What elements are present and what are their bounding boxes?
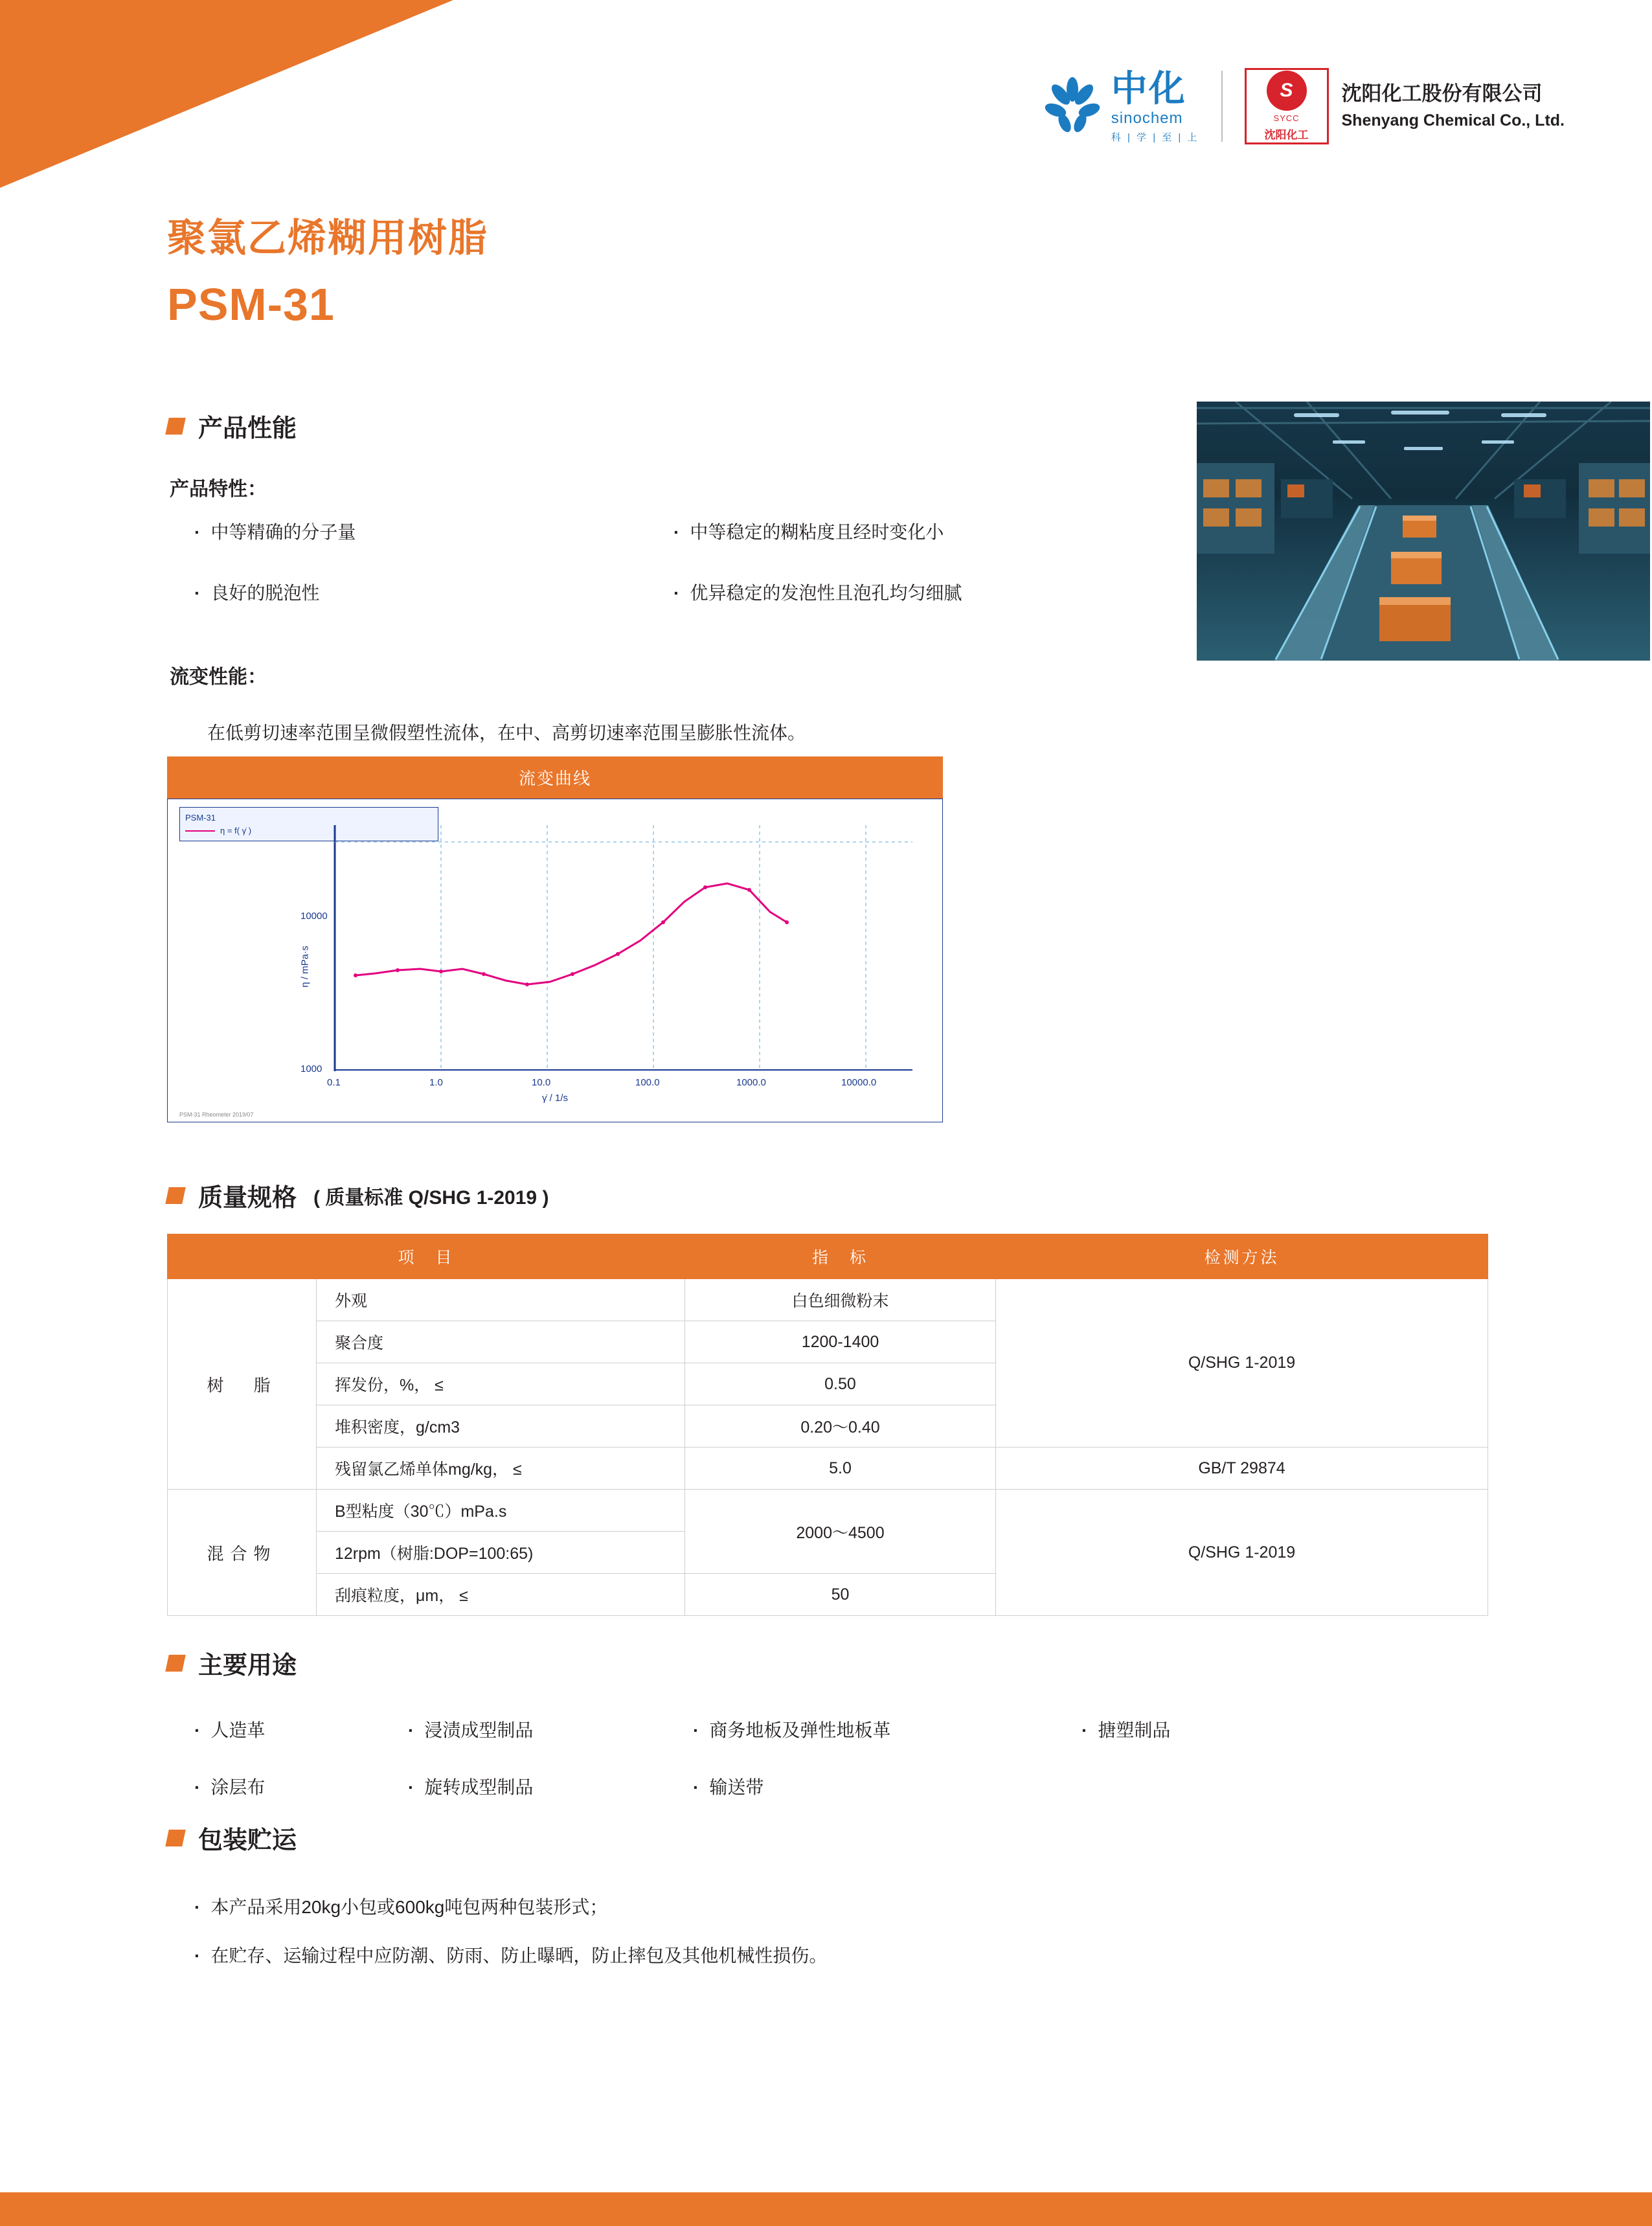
section-uses [167,1645,297,1681]
chart-x-tick: 1.0 [429,1077,443,1088]
feature-list [194,518,1133,605]
sycc-company-cn: 沈阳化工股份有限公司 [1341,82,1543,106]
chart-legend-swatch [185,830,215,832]
rheology-text: 在低剪切速率范围呈微假塑性流体，在中、高剪切速率范围呈膨胀性流体。 [207,723,806,743]
table-header-item: 项 目 [168,1234,685,1279]
sycc-company-names [1342,80,1565,132]
table-cell-value: 白色细微粉末 [685,1279,996,1321]
chart-legend-name: PSM-31 [185,813,216,823]
factory-photo [1197,402,1650,661]
table-header-row [168,1234,1488,1279]
rheology-chart [167,756,943,1122]
chart-x-tick: 10000.0 [841,1077,877,1088]
table-cell-item: 聚合度 [317,1321,685,1363]
table-group-mixture: 混合物 [168,1490,317,1616]
quality-table [167,1234,1488,1616]
section-product-performance [167,408,297,444]
section-product-performance-label: 产品性能 [198,415,297,442]
chart-body [167,799,943,1122]
table-cell-method: Q/SHG 1-2019 [996,1279,1488,1448]
section-packaging-label: 包装贮运 [198,1827,297,1854]
table-cell-item: 外观 [317,1279,685,1321]
use-item: · 旋转成型制品 [408,1773,693,1799]
feature-item: · 中等稳定的糊粘度且经时变化小 [673,518,1153,544]
sycc-abbr: SYCC [1273,113,1300,123]
table-header-method: 检测方法 [996,1234,1488,1279]
feature-item: · 中等精确的分子量 [194,518,673,544]
table-cell-value: 2000～4500 [685,1490,996,1574]
chart-footnote: PSM-31 Rheometer 2019/07 [179,1111,254,1118]
chart-x-tick: 0.1 [327,1077,341,1088]
chart-legend-series: η = f( γ̇ ) [220,825,252,835]
section-quality-note: ( 质量标准 Q/SHG 1-2019 ) [313,1187,549,1209]
packaging-item: · 在贮存、运输过程中应防潮、防雨、防止曝晒，防止摔包及其他机械性损伤。 [194,1946,827,1966]
use-item: · 商务地板及弹性地板革 [693,1716,1081,1742]
use-item: · 输送带 [693,1773,1081,1799]
chart-x-axis-label: γ̇ / 1/s [541,1093,568,1104]
table-cell-value: 0.20～0.40 [685,1405,996,1448]
chart-y-tick: 10000 [300,911,328,922]
product-code: PSM-31 [167,279,335,330]
feature-item: · 优异稳定的发泡性且泡孔均匀细腻 [673,579,1153,605]
chart-y-axis-label: η / mPa·s [299,946,311,988]
sinochem-logo [1043,67,1199,143]
table-group-resin: 树 脂 [168,1279,317,1490]
table-cell-item: 12rpm（树脂:DOP=100:65) [317,1532,685,1574]
uses-list [194,1716,1489,1799]
bullet-square-icon [165,418,186,435]
table-cell-item: 堆积密度，g/cm3 [317,1405,685,1448]
feature-item: · 良好的脱泡性 [194,579,673,605]
table-cell-method: GB/T 29874 [996,1448,1488,1490]
section-packaging [167,1820,297,1856]
packaging-item: · 本产品采用20kg小包或600kg吨包两种包装形式； [194,1898,827,1918]
packaging-list [194,1898,827,1995]
sycc-letter: S [1267,71,1307,111]
sycc-company-en: Shenyang Chemical Co., Ltd. [1341,111,1565,130]
table-row [168,1490,1488,1532]
use-item: · 涂层布 [194,1773,408,1799]
table-row [168,1448,1488,1490]
chart-y-tick: 1000 [300,1063,322,1074]
table-cell-value: 5.0 [685,1448,996,1490]
logo-divider [1221,71,1223,142]
sinochem-flower-icon [1043,76,1102,136]
table-cell-value: 50 [685,1574,996,1616]
section-quality [167,1177,549,1213]
bullet-square-icon [165,1655,186,1672]
section-quality-label: 质量规格 [198,1185,297,1212]
sycc-logo [1245,68,1565,144]
rheology-label: 流变性能： [170,666,267,688]
table-cell-value: 0.50 [685,1363,996,1405]
use-item: · 浸渍成型制品 [408,1716,693,1742]
use-item: · 搪塑制品 [1081,1716,1341,1742]
bullet-square-icon [165,1187,186,1204]
sinochem-name-cn: 中化 [1111,67,1186,109]
sycc-badge-cn: 沈阳化工 [1264,129,1309,141]
section-uses-label: 主要用途 [198,1652,297,1679]
bottom-bar [0,2192,1652,2226]
table-cell-item: 残留氯乙烯单体mg/kg， ≤ [317,1448,685,1490]
features-label: 产品特性： [170,479,267,500]
table-cell-item: 刮痕粒度，μm， ≤ [317,1574,685,1616]
table-header-value: 指 标 [685,1234,996,1279]
product-name: 聚氯乙烯糊用树脂 [167,216,488,260]
sinochem-wordmark [1111,67,1199,143]
chart-x-tick: 10.0 [532,1077,551,1088]
table-cell-value: 1200-1400 [685,1321,996,1363]
chart-plot-area [330,825,912,1071]
bullet-square-icon [165,1830,186,1846]
table-cell-item: B型粘度（30℃）mPa.s [317,1490,685,1532]
sinochem-name-en: sinochem [1111,109,1183,127]
sycc-badge-icon [1245,68,1329,144]
use-item: · 人造革 [194,1716,408,1742]
chart-title: 流变曲线 [167,756,943,799]
decorative-corner [0,0,453,188]
chart-x-tick: 100.0 [635,1077,660,1088]
sinochem-slogan: 科 | 学 | 至 | 上 [1111,131,1199,143]
table-row [168,1279,1488,1321]
table-cell-method: Q/SHG 1-2019 [996,1490,1488,1616]
header-logos [1043,68,1565,144]
chart-x-tick: 1000.0 [736,1077,766,1088]
table-cell-item: 挥发份，%， ≤ [317,1363,685,1405]
